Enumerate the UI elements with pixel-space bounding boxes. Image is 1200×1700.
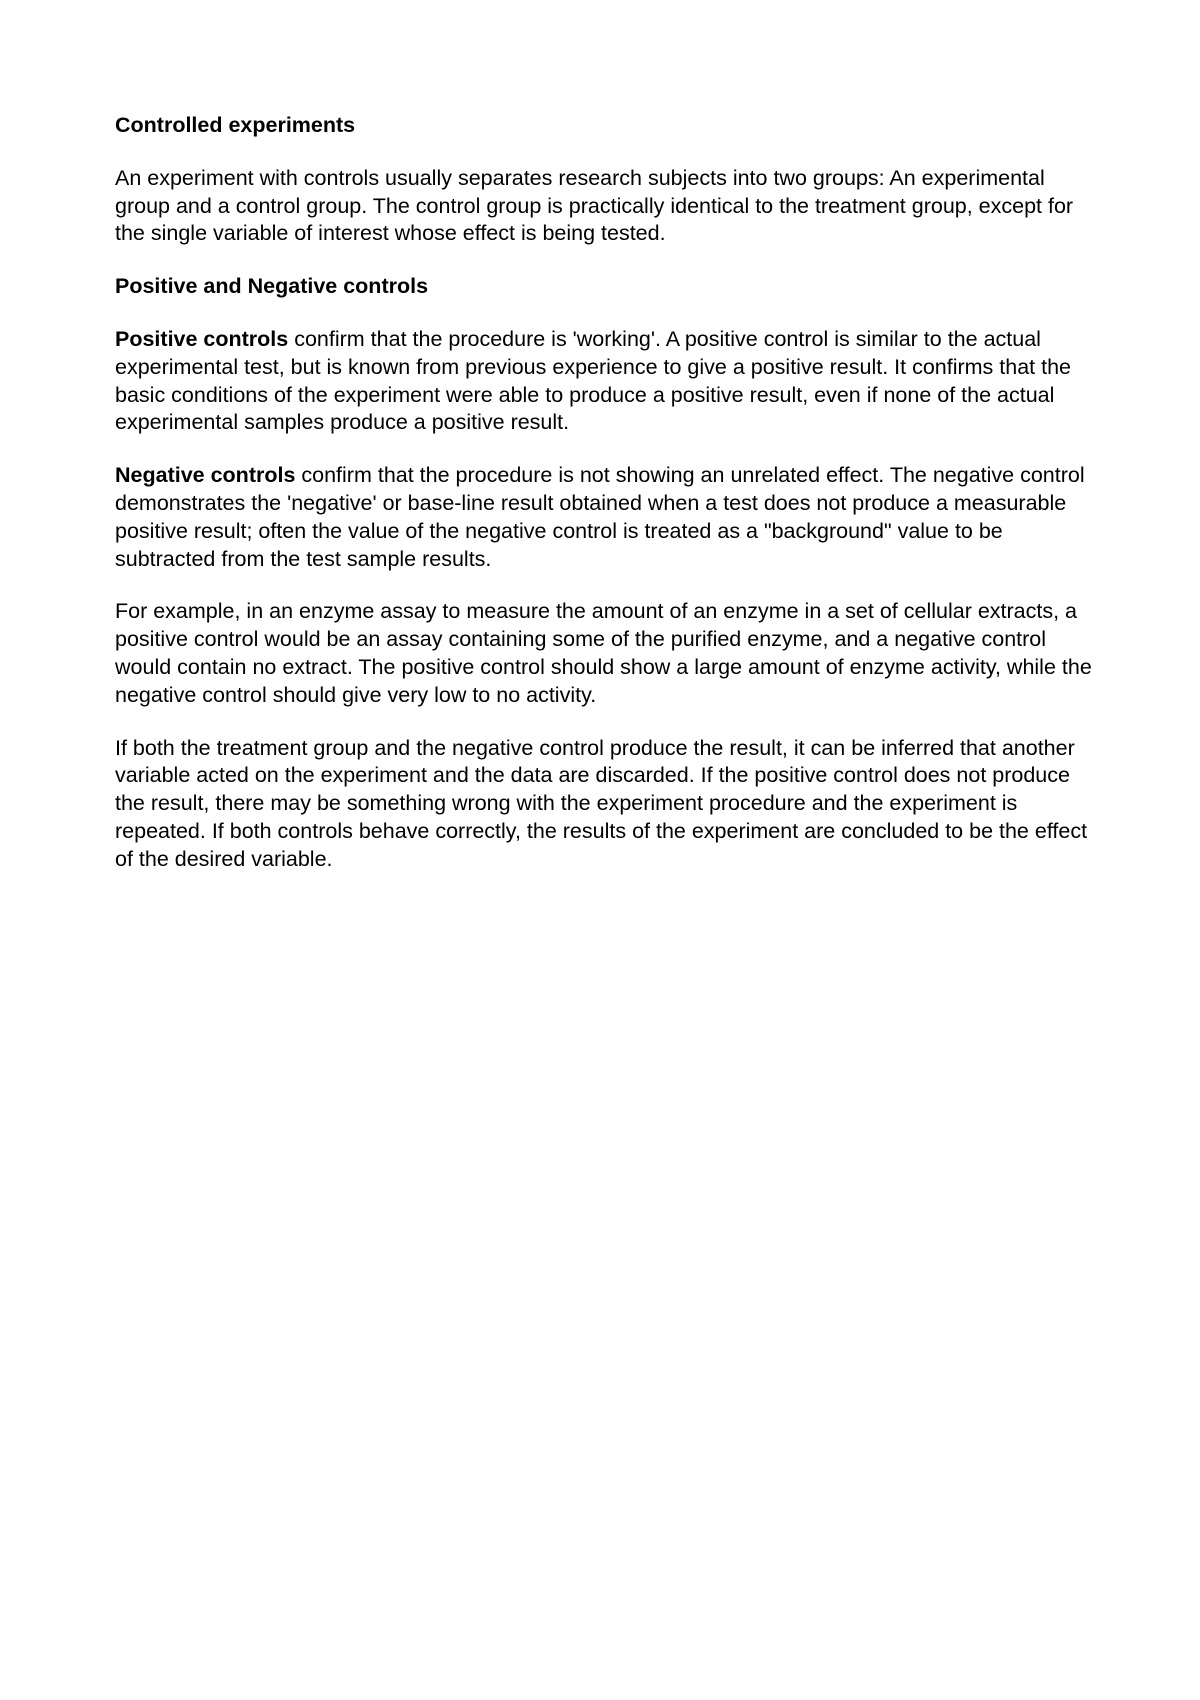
negative-controls-paragraph [115, 462, 1105, 573]
heading-controlled-experiments: Controlled experiments [115, 113, 356, 137]
positive-controls-paragraph [115, 326, 1105, 437]
conclusion-paragraph: If both the treatment group and the negative control produce the result, it can be inferred that another variable acted on the experiment and the data are discarded. If the positive control does not produce the result, there may be something wrong with the experiment procedure and the experiment is repeated. If both controls behave correctly, the results of the experiment are concluded to be the effect of the desired variable. [115, 735, 1088, 871]
document-page [115, 112, 1105, 899]
intro-paragraph: An experiment with controls usually separates research subjects into two groups: An experimental group and a control group. The control group is practically identical to the treatment group, except for the single variable of interest whose effect is being tested. [115, 165, 1074, 246]
positive-controls-term: Positive controls [115, 326, 289, 351]
heading-positive-negative-controls: Positive and Negative controls [115, 274, 429, 299]
positive-controls-text: confirm that the procedure is 'working'. A positive control is similar to the actual experimental test, but is known from previous experience to give a positive result. It confirms that the basic conditions of the experiment were able to produce a positive result, even if none of the actual experimental samples produce a positive result. [115, 326, 1072, 435]
negative-controls-text: confirm that the procedure is not showing an unrelated effect. The negative control demonstrates the 'negative' or base-line result obtained when a test does not produce a measurable positive result; often the value of the negative control is treated as a "background" value to be subtracted from the test sample results. [115, 463, 1085, 571]
negative-controls-term: Negative controls [115, 463, 296, 488]
example-paragraph: For example, in an enzyme assay to measure the amount of an enzyme in a set of cellular extracts, a positive control would be an assay containing some of the purified enzyme, and a negative control would contain no extract. The positive control should show a large amount of enzyme activity, while the negative control should give very low to no activity. [115, 599, 1092, 707]
